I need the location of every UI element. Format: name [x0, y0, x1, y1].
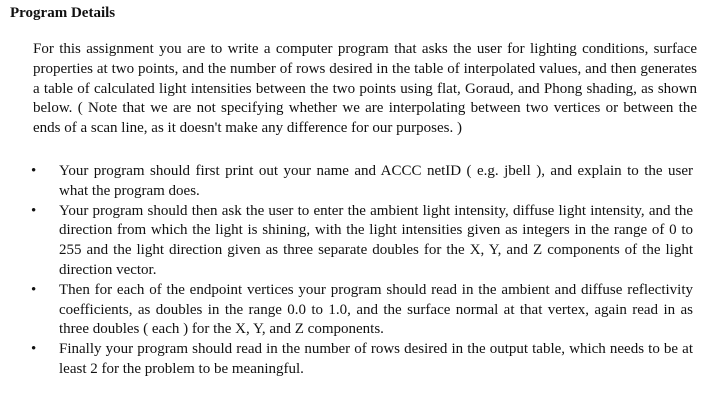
- list-item: [0, 281, 701, 340]
- section-title: Program Details: [10, 5, 116, 21]
- list-item: [0, 340, 701, 380]
- list-item: [0, 162, 701, 202]
- list-item-text: Finally your program should read in the number of rows desired in the output table, which needs to be at least 2 for the problem to be meaningful.: [59, 341, 693, 377]
- list-item-text: Your program should then ask the user to enter the ambient light intensity, diffuse light intensity, and the direction from which the light is shining, with the light intensities given as integers in the range of 0 to 255 and the light direction given as three separate doubles for the X, Y, and Z components of the light direction vector.: [59, 202, 693, 278]
- intro-paragraph: For this assignment you are to write a computer program that asks the user for lighting conditions, surface properties at two points, and the number of rows desired in the table of interpolated values, and then generates a table of calculated light intensities between the two points using flat, Goraud, and Phong shading, as shown below. ( Note that we are not specifying whether we are interpolating between two vertices or between the ends of a scan line, as it doesn't make any difference for our purposes. ): [33, 41, 697, 137]
- bullet-icon: •: [31, 341, 37, 358]
- list-item-text: Then for each of the endpoint vertices your program should read in the ambient and diffuse reflectivity coefficients, as doubles in the range 0.0 to 1.0, and the surface normal at that vertex, again read in as three doubles ( each ) for the X, Y, and Z components.: [59, 281, 693, 338]
- bullet-icon: •: [31, 163, 37, 179]
- bullet-icon: •: [31, 281, 37, 298]
- list-item: [0, 202, 701, 281]
- list-item-text: Your program should first print out your name and ACCC netID ( e.g. jbell ), and explain to the user what the program does.: [59, 163, 693, 199]
- requirements-list: [0, 162, 701, 380]
- bullet-icon: •: [31, 202, 37, 219]
